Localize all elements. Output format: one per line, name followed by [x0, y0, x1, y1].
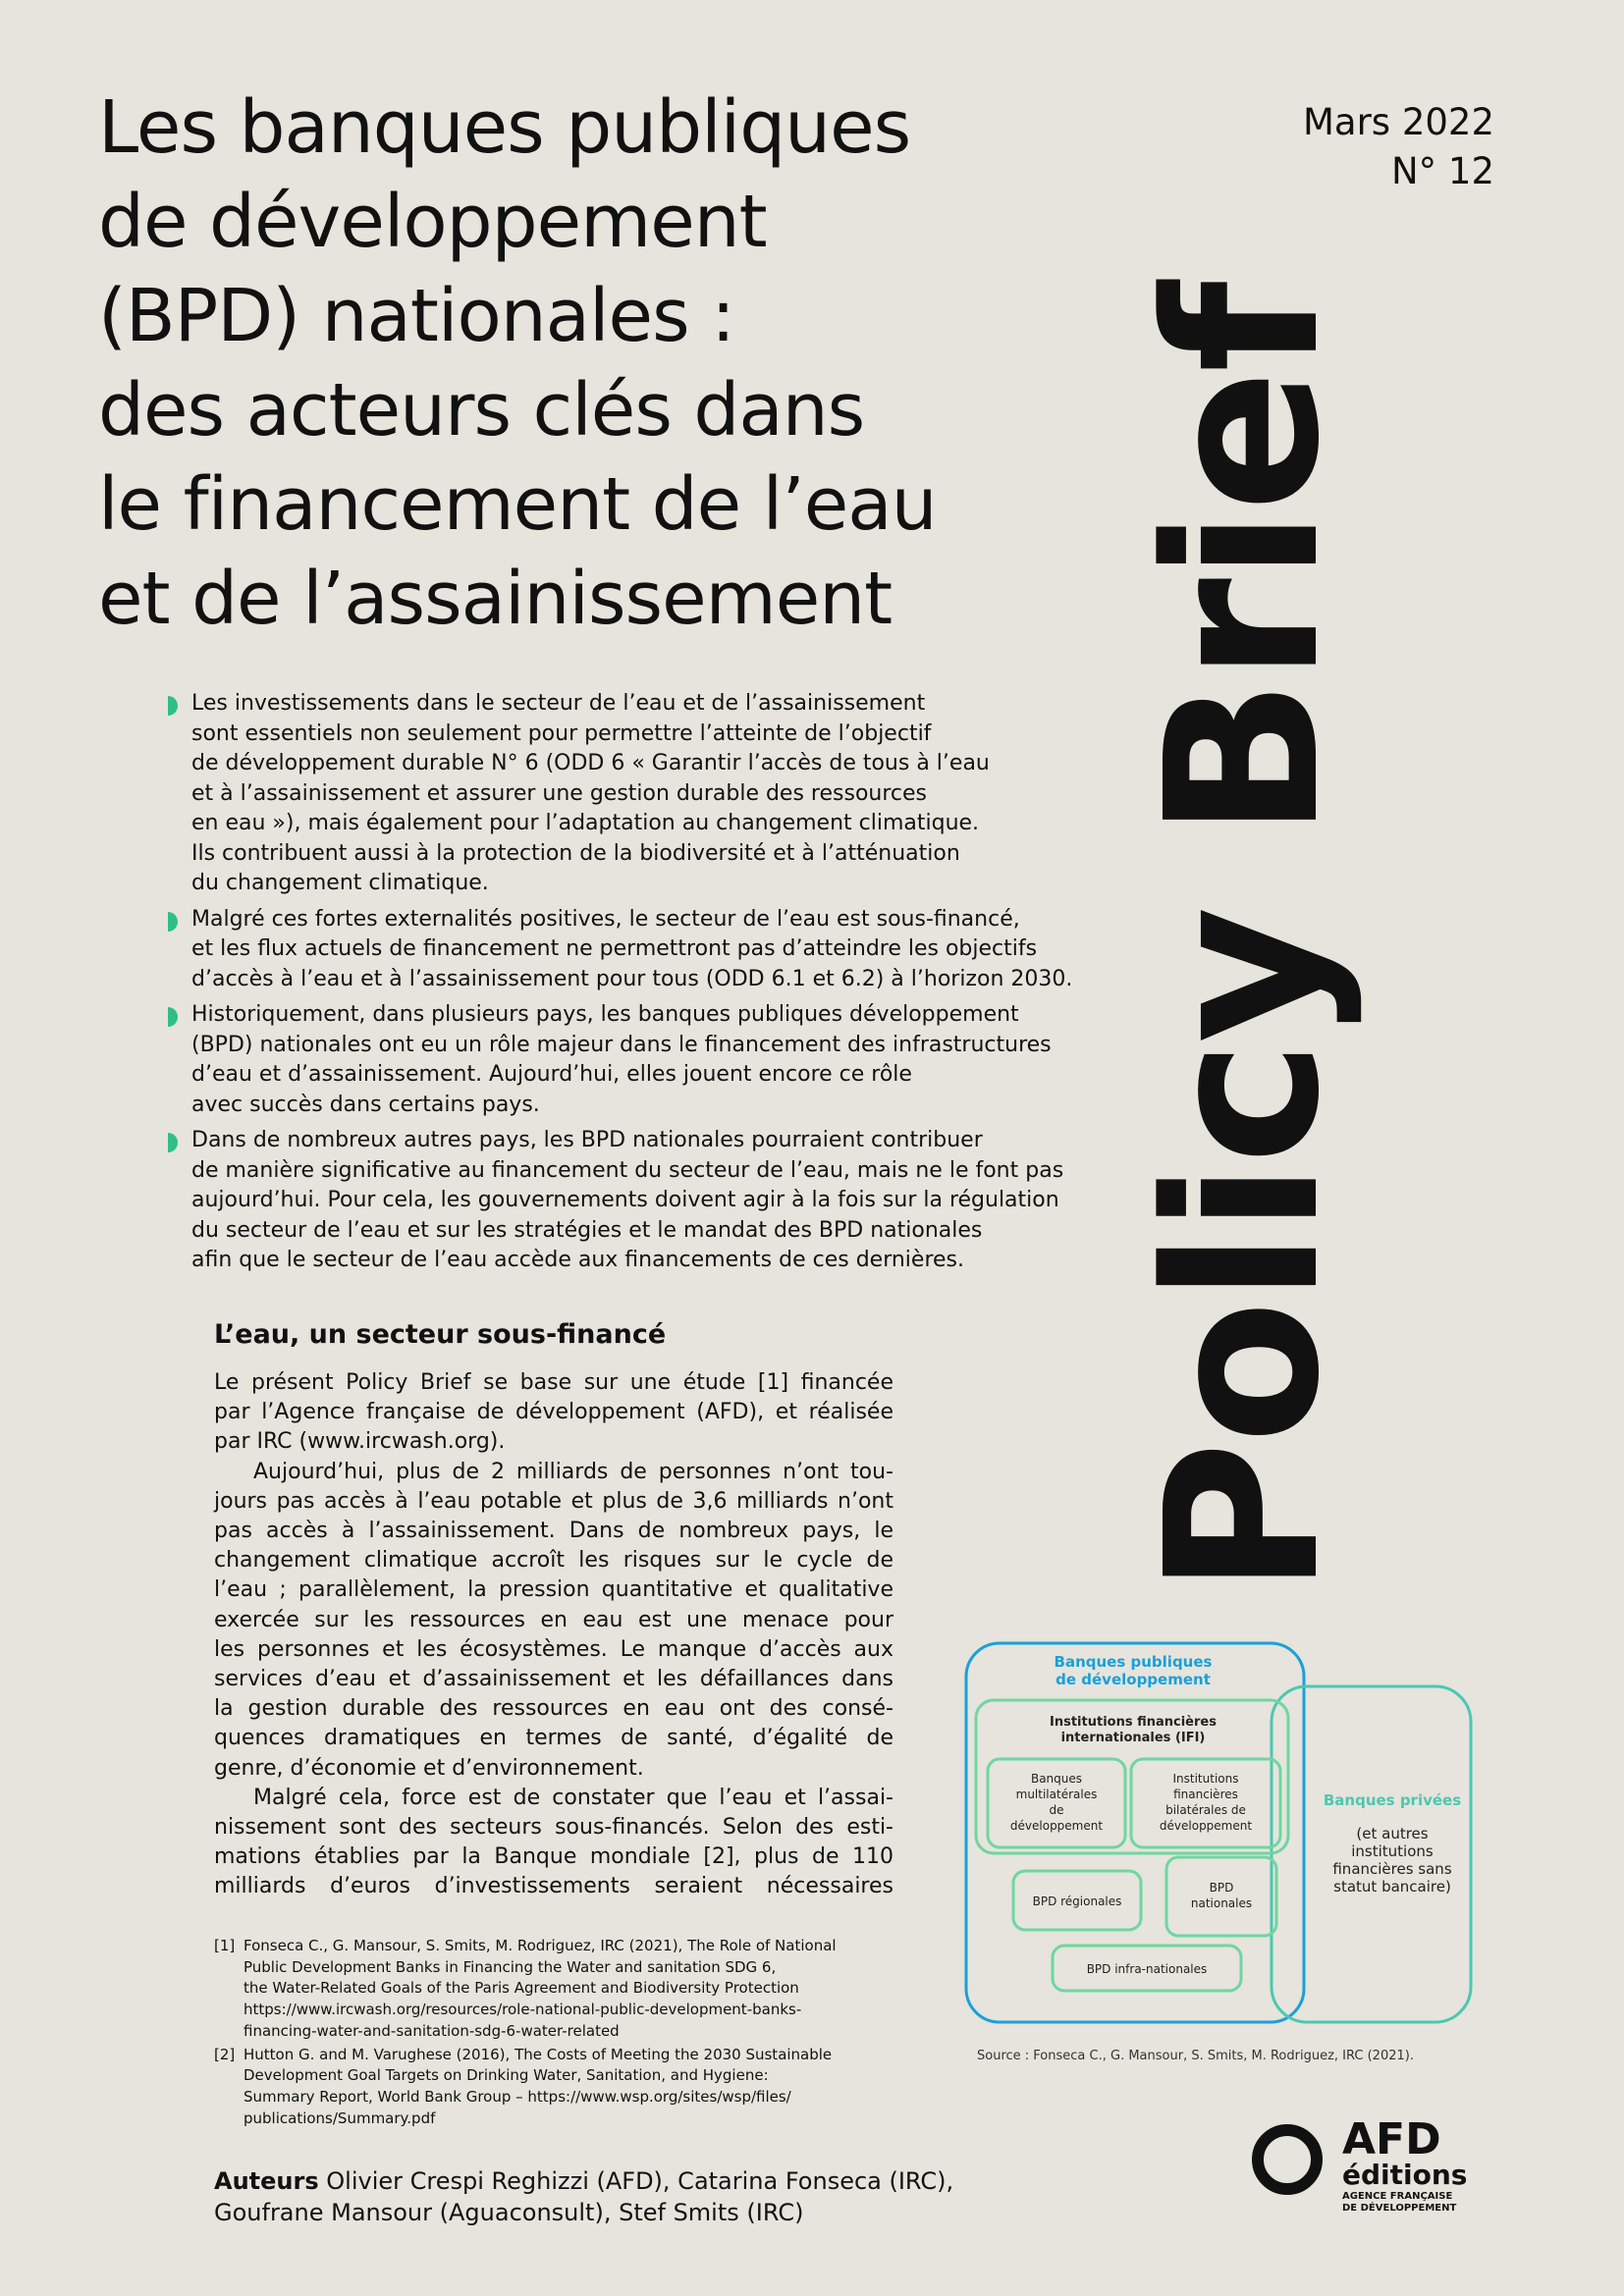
publication-date: Mars 2022	[1302, 101, 1494, 143]
footnote-line: Development Goal Targets on Drinking Water, Sanitation, and Hygiene:	[244, 2066, 769, 2085]
text-line: Les investissements dans le secteur de l’eau et de l’assainissement	[191, 691, 926, 716]
text-line: Malgré cela, force est de constater que l’eau et l’assai-	[253, 1785, 893, 1810]
text-line: en eau »), mais également pour l’adaptation au changement climatique.	[191, 811, 980, 835]
title-line: (BPD) nationales :	[98, 274, 735, 358]
authors-line: Olivier Crespi Reghizzi (AFD), Catarina Fonseca (IRC),	[326, 2167, 954, 2195]
text-line: d’accès à l’eau et à l’assainissement pour tous (ODD 6.1 et 6.2) à l’horizon 2030.	[191, 966, 1073, 991]
text-line: genre, d’économie et d’environnement.	[214, 1755, 644, 1781]
text-line: d’eau et d’assainissement. Aujourd’hui, elles jouent encore ce rôle	[191, 1062, 912, 1087]
text-line: Le présent Policy Brief se base sur une étude [1] financée	[214, 1370, 893, 1395]
footnote	[214, 1936, 892, 2043]
footnote-number: [1]	[214, 1937, 236, 1954]
text-line: les personnes et les écosystèmes. Le manque d’accès aux	[214, 1636, 893, 1662]
diagram-source: Source : Fonseca C., G. Mansour, S. Smits, M. Rodriguez, IRC (2021).	[977, 2049, 1414, 2063]
text-line: aujourd’hui. Pour cela, les gouvernements doivent agir à la fois sur la régulation	[191, 1188, 1059, 1212]
title-line: le financement de l’eau	[98, 462, 937, 547]
section-heading: L’eau, un secteur sous-financé	[214, 1319, 667, 1350]
text-line: pas accès à l’assainissement. Dans de nombreux pays, le	[214, 1519, 893, 1544]
bilateral-institutions-label: Institutions financières bilatérales de développement	[1159, 1772, 1253, 1833]
page-title	[98, 80, 1208, 646]
body-text	[214, 1368, 893, 1902]
key-points-list	[191, 689, 1173, 1282]
key-point	[191, 1000, 1173, 1120]
footnote-line: Summary Report, World Bank Group – https://www.wsp.org/sites/wsp/files/	[244, 2087, 791, 2106]
logo-subtitle: éditions	[1342, 2159, 1468, 2191]
issue-number: N° 12	[1390, 150, 1494, 192]
text-line: quences dramatiques en termes de santé, d’égalité de	[214, 1726, 893, 1751]
text-line: changement climatique accroît les risques sur le cycle de	[214, 1548, 893, 1574]
afd-editions-logo	[1252, 2114, 1507, 2216]
text-line: (BPD) nationales ont eu un rôle majeur dans le financement des infrastructures	[191, 1032, 1052, 1057]
footnote	[214, 2045, 892, 2130]
footnote-line: publications/Summary.pdf	[244, 2109, 436, 2127]
logo-tagline	[1342, 2191, 1480, 2215]
title-line: des acteurs clés dans	[98, 368, 865, 453]
ifi-title: Institutions financières internationales (IFI)	[1050, 1715, 1217, 1745]
bullet-marker-icon	[168, 912, 178, 932]
text-line: du secteur de l’eau et sur les stratégies et le mandat des BPD nationales	[191, 1217, 983, 1243]
text-line: milliards d’euros d’investissements seraient nécessaires	[214, 1874, 893, 1899]
footnote-line: Public Development Banks in Financing the Water and sanitation SDG 6,	[244, 1957, 777, 1976]
regional-bpd-label: BPD régionales	[1032, 1895, 1122, 1908]
authors-label: Auteurs	[214, 2167, 319, 2195]
footnote-line: Hutton G. and M. Varughese (2016), The Costs of Meeting the 2030 Sustainable	[244, 2045, 833, 2063]
bullet-marker-icon	[168, 1007, 178, 1027]
footnote-line: the Water-Related Goals of the Paris Agreement and Biodiversity Protection	[244, 1979, 799, 1998]
text-line: Ils contribuent aussi à la protection de la biodiversité et à l’atténuation	[191, 840, 960, 866]
bank-categories-diagram	[962, 1639, 1502, 2032]
text-line: afin que le secteur de l’eau accède aux financements de ces dernières.	[191, 1248, 965, 1272]
logo-tagline-line: DE DÉVELOPPEMENT	[1342, 2203, 1457, 2214]
key-point	[191, 905, 1173, 995]
logo-tagline-line: AGENCE FRANÇAISE	[1342, 2191, 1453, 2202]
logo-name: AFD	[1342, 2114, 1441, 2164]
bullet-marker-icon	[168, 696, 178, 716]
private-banks-title: Banques privées	[1323, 1791, 1462, 1809]
text-line: exercée sur les ressources en eau est une menace pour	[214, 1607, 893, 1632]
bpd-title: Banques publiques de développement	[1054, 1653, 1213, 1688]
text-line: services d’eau et d’assainissement et les défaillances dans	[214, 1667, 893, 1692]
footnote-line: Fonseca C., G. Mansour, S. Smits, M. Rodriguez, IRC (2021), The Role of National	[244, 1937, 837, 1954]
key-point	[191, 1126, 1173, 1276]
bullet-marker-icon	[168, 1133, 178, 1152]
text-line: Malgré ces fortes externalités positives, le secteur de l’eau est sous-financé,	[191, 906, 1020, 932]
text-line: Historiquement, dans plusieurs pays, les banques publiques développement	[191, 1002, 1019, 1027]
national-bpd-label: BPD nationales	[1190, 1881, 1253, 1910]
footnote-line: https://www.ircwash.org/resources/role-national-public-development-banks-	[244, 2001, 802, 2019]
afd-ring-icon	[1252, 2124, 1323, 2195]
vertical-series-title: Policy Brief	[1121, 284, 1366, 1595]
title-line: de développement	[98, 180, 767, 264]
text-line: de développement durable N° 6 (ODD 6 « Garantir l’accès de tous à l’eau	[191, 751, 990, 775]
footnote-line: financing-water-and-sanitation-sdg-6-water-related	[244, 2021, 620, 2040]
text-line: nissement sont des secteurs sous-financés. Selon des esti-	[214, 1815, 893, 1841]
text-line: l’eau ; parallèlement, la pression quantitative et qualitative	[214, 1577, 893, 1603]
text-line: par l’Agence française de développement (AFD), et réalisée	[214, 1400, 893, 1425]
text-line: Dans de nombreux autres pays, les BPD nationales pourraient contribuer	[191, 1128, 983, 1152]
text-line: de manière significative au financement du secteur de l’eau, mais ne le font pas	[191, 1157, 1064, 1183]
key-point	[191, 689, 1173, 899]
text-line: la gestion durable des ressources en eau ont des consé-	[214, 1696, 893, 1722]
infranational-bpd-label: BPD infra-nationales	[1086, 1962, 1208, 1976]
footnotes	[214, 1936, 892, 2131]
text-line: avec succès dans certains pays.	[191, 1092, 540, 1117]
text-line: et à l’assainissement et assurer une gestion durable des ressources	[191, 780, 927, 806]
title-line: et de l’assainissement	[98, 557, 893, 641]
text-line: du changement climatique.	[191, 871, 489, 895]
authors-line: Goufrane Mansour (Aguaconsult), Stef Smits (IRC)	[214, 2199, 804, 2226]
text-line: Aujourd’hui, plus de 2 milliards de personnes n’ont tou-	[253, 1459, 893, 1484]
title-line: Les banques publiques	[98, 85, 911, 170]
publication-info	[1303, 98, 1494, 196]
authors	[214, 2165, 953, 2228]
text-line: et les flux actuels de financement ne permettront pas d’atteindre les objectifs	[191, 936, 1038, 961]
multilateral-banks-label: Banques multilatérales de développement	[1009, 1772, 1104, 1833]
text-line: par IRC (www.ircwash.org).	[214, 1429, 506, 1455]
text-line: jours pas accès à l’eau potable et plus de 3,6 milliards n’ont	[214, 1488, 893, 1514]
text-line: sont essentiels non seulement pour permettre l’atteinte de l’objectif	[191, 721, 932, 746]
text-line: mations établies par la Banque mondiale [2], plus de 110	[214, 1844, 893, 1870]
private-banks-note: (et autres institutions financières sans statut bancaire)	[1332, 1825, 1452, 1896]
footnote-number: [2]	[214, 2045, 236, 2063]
